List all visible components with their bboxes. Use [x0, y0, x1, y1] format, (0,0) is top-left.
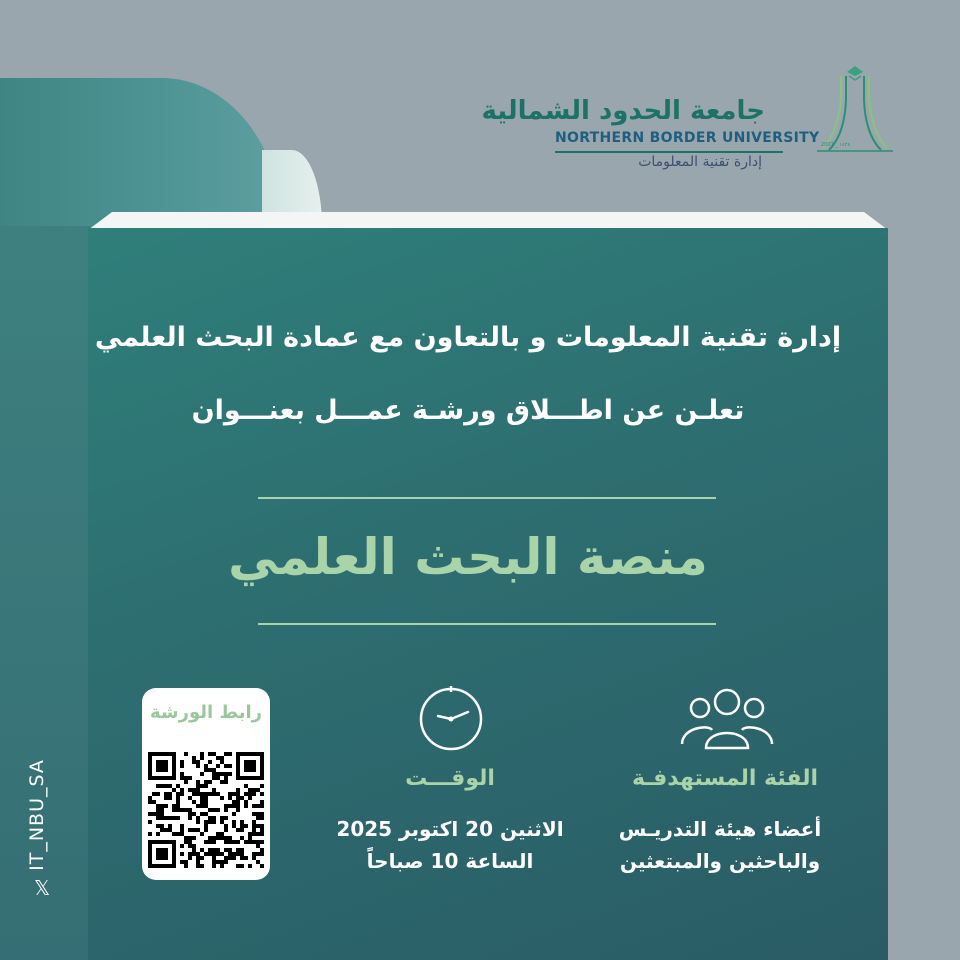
university-logo [481, 58, 895, 178]
audience-line-1: أعضاء هيئة التدريـس [618, 817, 822, 841]
university-emblem-icon [815, 58, 895, 158]
time-label: الوقـــت [405, 766, 495, 791]
workshop-title: منصة البحث العلمي [228, 528, 708, 586]
x-logo-icon: 𝕏 [34, 876, 51, 900]
audience-line-2: والباحثين والمبتعثين [619, 849, 821, 873]
qr-label: رابط الورشة [149, 702, 263, 723]
logo-divider [555, 151, 783, 153]
intro-line-1: إدارة تقنية المعلومات و بالتعاون مع عمادة البحث العلمي [94, 322, 842, 353]
social-handle-text: IT_NBU_SA [26, 759, 48, 871]
qr-code[interactable] [148, 752, 264, 868]
qr-card[interactable] [142, 688, 270, 880]
clock-icon [416, 684, 486, 754]
logo-name-arabic: جامعة الحدود الشمالية [481, 96, 765, 126]
time-hour: الساعة 10 صباحاً [366, 849, 534, 873]
logo-name-english: NORTHERN BORDER UNIVERSITY [555, 130, 820, 146]
social-handle[interactable] [10, 748, 80, 908]
audience-label: الفئة المستهدفـة [631, 766, 819, 791]
people-icon [678, 684, 776, 750]
time-date: الاثنين 20 اكتوبر 2025 [336, 817, 564, 841]
logo-department: إدارة تقنية المعلومات [638, 154, 762, 170]
title-rule-bottom [258, 623, 716, 625]
background-cylinder [0, 78, 282, 228]
title-rule-top [258, 497, 716, 499]
logo-year: 2007 _ ١٤٢٨ [821, 142, 851, 148]
intro-line-2: تعلـن عن اطـــلاق ورشـة عمـــل بعنـــوان [191, 395, 745, 426]
